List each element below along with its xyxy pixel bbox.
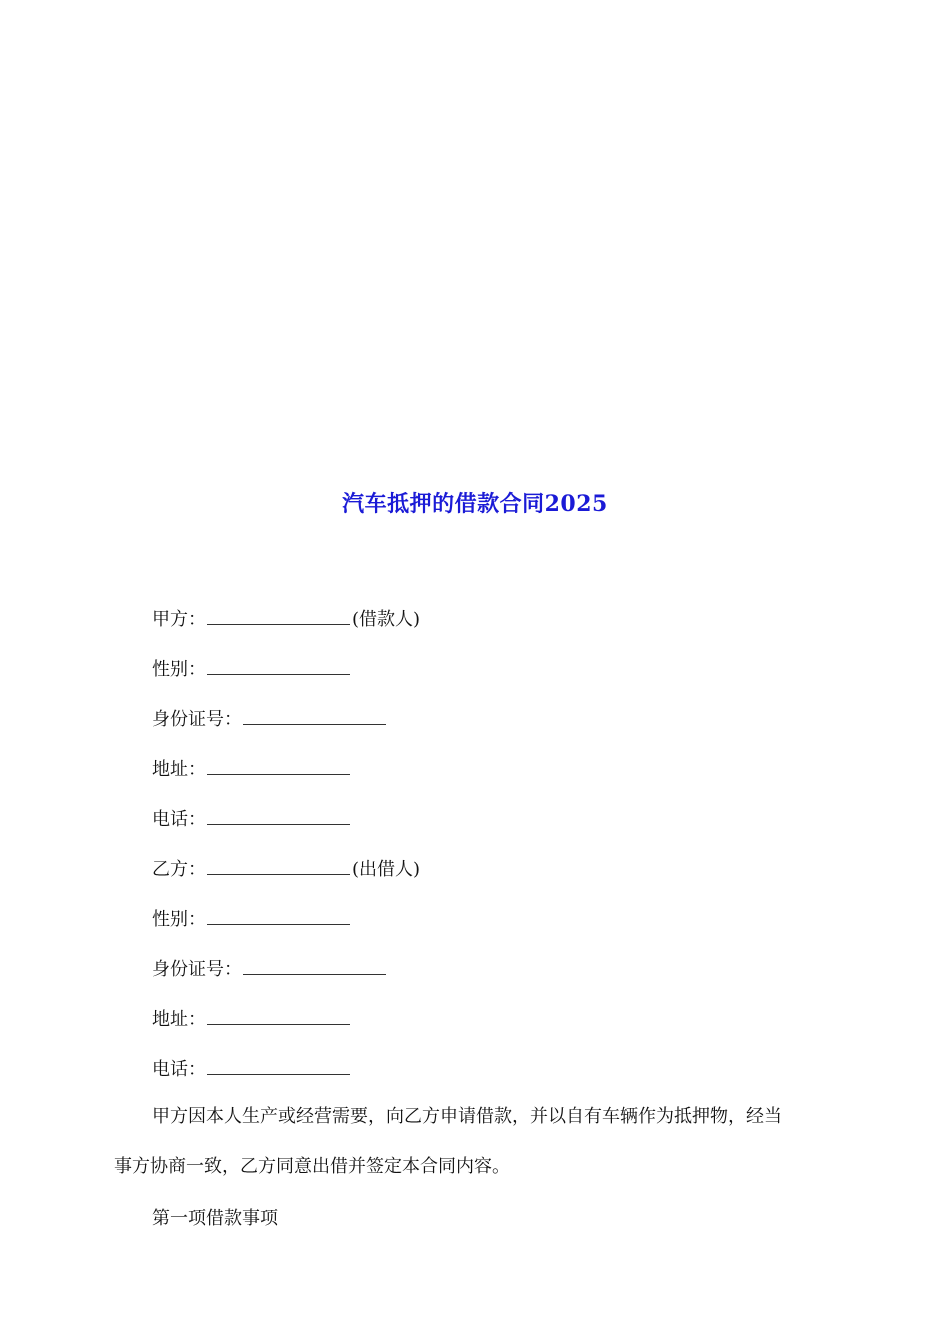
party-a-phone-blank[interactable] <box>207 806 350 825</box>
party-b-phone-label: 电话： <box>152 1059 206 1080</box>
party-a-id-label: 身份证号： <box>152 709 242 730</box>
intro-paragraph-line-2: 事方协商一致，乙方同意出借并签定本合同内容。 <box>114 1156 510 1177</box>
party-b-address-row <box>152 1006 352 1033</box>
party-a-gender-row <box>152 656 352 683</box>
party-b-id-blank[interactable] <box>243 956 386 975</box>
party-a-name-row <box>152 606 420 633</box>
party-b-address-blank[interactable] <box>207 1006 350 1025</box>
party-b-phone-row <box>152 1056 352 1083</box>
party-b-role: (出借人) <box>352 859 421 880</box>
party-b-name-blank[interactable] <box>207 856 350 875</box>
party-a-name-blank[interactable] <box>207 606 350 625</box>
party-a-address-blank[interactable] <box>207 756 350 775</box>
party-b-address-label: 地址： <box>152 1009 206 1030</box>
party-b-name-label: 乙方： <box>152 859 206 880</box>
party-b-gender-blank[interactable] <box>207 906 350 925</box>
party-b-gender-label: 性别： <box>152 909 206 930</box>
document-title: 汽车抵押的借款合同2025 <box>342 491 608 517</box>
party-a-role: (借款人) <box>352 609 421 630</box>
party-a-id-row <box>152 706 388 733</box>
party-b-phone-blank[interactable] <box>207 1056 350 1075</box>
party-a-gender-label: 性别： <box>152 659 206 680</box>
party-b-id-label: 身份证号： <box>152 959 242 980</box>
party-b-id-row <box>152 956 388 983</box>
party-a-gender-blank[interactable] <box>207 656 350 675</box>
party-a-address-label: 地址： <box>152 759 206 780</box>
section-1-heading: 第一项借款事项 <box>152 1208 278 1229</box>
party-b-gender-row <box>152 906 352 933</box>
party-a-phone-row <box>152 806 352 833</box>
intro-paragraph-line-1: 甲方因本人生产或经营需要，向乙方申请借款，并以自有车辆作为抵押物，经当 <box>152 1106 782 1127</box>
party-a-phone-label: 电话： <box>152 809 206 830</box>
party-a-address-row <box>152 756 352 783</box>
party-a-id-blank[interactable] <box>243 706 386 725</box>
party-b-name-row <box>152 856 420 883</box>
party-a-name-label: 甲方： <box>152 609 206 630</box>
